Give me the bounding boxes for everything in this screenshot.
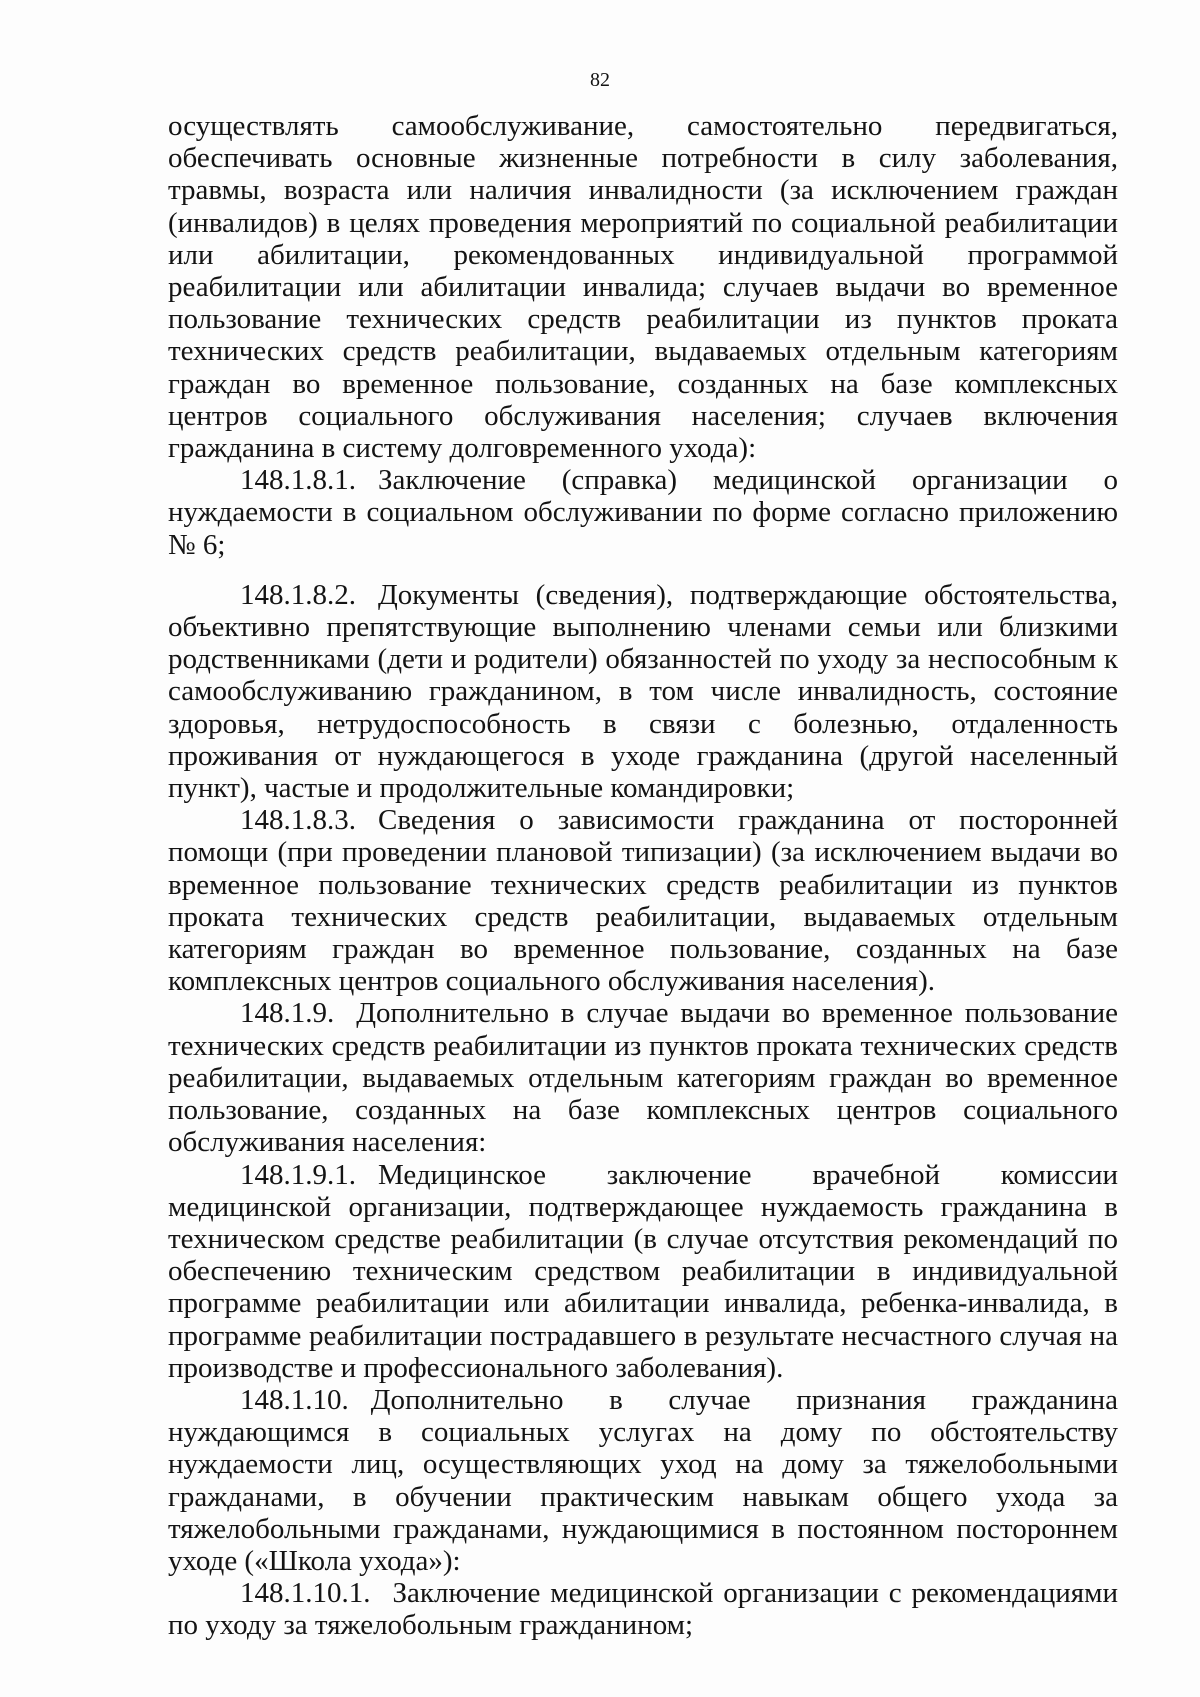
paragraph-text: осуществлять самообслуживание, самостоятельно передвигаться, обеспечивать основные жизненные потребности в силу заболевания, травмы, возраста или наличия инвалидности (за исключением граждан (инвалидов) в целях проведения мероприятий по социальной реабилитации или абилитации, рекомендованных индивидуальной программой реабилитации или абилитации инвалида; случаев выдачи во временное пользование технических средств реабилитации из пунктов проката технических средств реабилитации, выдаваемых отдельным категориям граждан во временное пользование, созданных на базе комплексных центров социального обслуживания населения; случаев включения гражданина в систему долговременного ухода): [168, 110, 1118, 465]
paragraph-text: Заключение (справка) медицинской организации о нуждаемости в социальном обслуживании по форме согласно приложению № 6; [168, 464, 1118, 561]
paragraph-148-1-9-1 [168, 1159, 1118, 1384]
paragraph-text: Сведения о зависимости гражданина от посторонней помощи (при проведении плановой типизации) (за исключением выдачи во временное пользование технических средств реабилитации из пунктов проката технических средств реабилитации, выдаваемых отдельным категориям граждан во временное пользование, созданных на базе комплексных центров социального обслуживания населения). [168, 804, 1118, 998]
clause-number: 148.1.8.3. [240, 804, 356, 837]
clause-number: 148.1.10. [240, 1383, 349, 1416]
paragraph-text: Документы (сведения), подтверждающие обстоятельства, объективно препятствующие выполнению членами семьи или близкими родственниками (дети и родители) обязанностей по уходу за неспособным к самообслуживанию гражданином, в том числе инвалидность, состояние здоровья, нетрудоспособность в связи с болезнью, отдаленность проживания от нуждающегося в уходе гражданина (другой населенный пункт), частые и продолжительные командировки; [168, 578, 1118, 805]
clause-number: 148.1.9.1. [240, 1158, 356, 1191]
clause-number: 148.1.9. [240, 997, 335, 1030]
paragraph-continuation [168, 110, 1118, 464]
clause-number: 148.1.8.2. [240, 578, 356, 611]
paragraph-text: Дополнительно в случае выдачи во временное пользование технических средств реабилитации из пунктов проката технических средств реабилитации, выдаваемых отдельным категориям граждан во временное пользование, созданных на базе комплексных центров социального обслуживания населения: [168, 997, 1118, 1159]
paragraph-text: Заключение медицинской организации с рекомендациями по уходу за тяжелобольным гражданином; [168, 1577, 1118, 1642]
paragraph-text: Медицинское заключение врачебной комиссии медицинской организации, подтверждающее нуждаемость гражданина в техническом средстве реабилитации (в случае отсутствия рекомендаций по обеспечению техническим средством реабилитации в индивидуальной программе реабилитации или абилитации инвалида, ребенка-инвалида, в программе реабилитации пострадавшего в результате несчастного случая на производстве и профессионального заболевания). [168, 1158, 1118, 1384]
clause-number: 148.1.8.1. [240, 464, 356, 497]
paragraph-148-1-8-3 [168, 804, 1118, 997]
paragraph-148-1-8-1 [168, 464, 1118, 561]
page-number: 82 [590, 69, 610, 91]
paragraph-148-1-10 [168, 1384, 1118, 1577]
paragraph-148-1-10-1 [168, 1577, 1118, 1641]
paragraph-148-1-9 [168, 997, 1118, 1158]
paragraph-148-1-8-2 [168, 579, 1118, 804]
clause-number: 148.1.10.1. [240, 1577, 371, 1610]
document-body [168, 110, 1118, 1642]
paragraph-text: Дополнительно в случае признания гражданина нуждающимся в социальных услугах на дому по обстоятельству нуждаемости лиц, осуществляющих уход на дому за тяжелобольными гражданами, в обучении практическим навыкам общего ухода за тяжелобольными гражданами, нуждающимися в постоянном постороннем уходе («Школа ухода»): [168, 1383, 1118, 1577]
